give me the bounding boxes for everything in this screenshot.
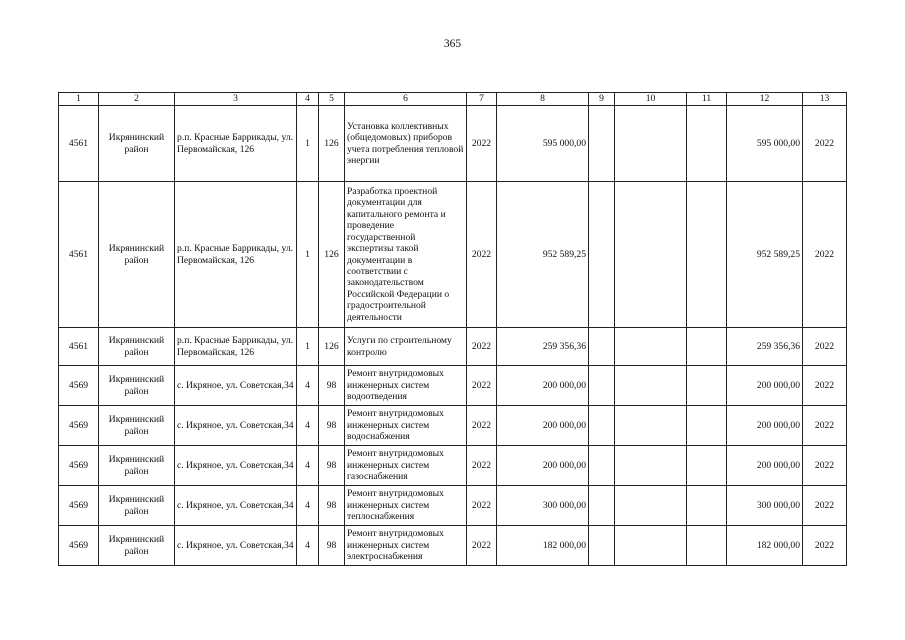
row-number: 4561 <box>59 328 99 366</box>
col-4-value: 1 <box>297 106 319 182</box>
amount: 595 000,00 <box>497 106 589 182</box>
column-header: 12 <box>727 93 803 106</box>
table-body <box>59 106 847 566</box>
amount: 200 000,00 <box>497 406 589 446</box>
completion-year: 2022 <box>803 182 847 328</box>
column-header: 10 <box>615 93 687 106</box>
table-row <box>59 446 847 486</box>
district-name: Икрянинский район <box>99 486 175 526</box>
table-row <box>59 106 847 182</box>
district-name: Икрянинский район <box>99 106 175 182</box>
amount: 300 000,00 <box>497 486 589 526</box>
work-description: Разработка проектной документации для капитального ремонта и проведение государственной экспертизы такой документации в соответствии с законодательством Российской Федерации о градостроительной деятельности <box>345 182 467 328</box>
amount-total: 300 000,00 <box>727 486 803 526</box>
amount: 200 000,00 <box>497 446 589 486</box>
col-11-value <box>687 526 727 566</box>
work-description: Ремонт внутридомовых инженерных систем водоотведения <box>345 366 467 406</box>
year: 2022 <box>467 182 497 328</box>
col-11-value <box>687 486 727 526</box>
col-5-value: 98 <box>319 406 345 446</box>
col-11-value <box>687 366 727 406</box>
col-4-value: 1 <box>297 328 319 366</box>
col-4-value: 4 <box>297 526 319 566</box>
work-description: Установка коллективных (общедомовых) приборов учета потребления тепловой энергии <box>345 106 467 182</box>
year: 2022 <box>467 446 497 486</box>
table-row <box>59 526 847 566</box>
amount: 182 000,00 <box>497 526 589 566</box>
col-11-value <box>687 106 727 182</box>
work-description: Ремонт внутридомовых инженерных систем электроснабжения <box>345 526 467 566</box>
col-9-value <box>589 486 615 526</box>
completion-year: 2022 <box>803 486 847 526</box>
table-row <box>59 328 847 366</box>
completion-year: 2022 <box>803 366 847 406</box>
amount-total: 595 000,00 <box>727 106 803 182</box>
year: 2022 <box>467 106 497 182</box>
work-description: Ремонт внутридомовых инженерных систем газоснабжения <box>345 446 467 486</box>
col-5-value: 98 <box>319 526 345 566</box>
year: 2022 <box>467 526 497 566</box>
amount-total: 200 000,00 <box>727 406 803 446</box>
col-11-value <box>687 406 727 446</box>
col-10-value <box>615 182 687 328</box>
col-9-value <box>589 366 615 406</box>
district-name: Икрянинский район <box>99 406 175 446</box>
completion-year: 2022 <box>803 328 847 366</box>
col-4-value: 4 <box>297 406 319 446</box>
col-9-value <box>589 526 615 566</box>
col-4-value: 4 <box>297 446 319 486</box>
year: 2022 <box>467 328 497 366</box>
address: с. Икряное, ул. Советская,34 <box>175 486 297 526</box>
column-header: 7 <box>467 93 497 106</box>
column-header: 1 <box>59 93 99 106</box>
row-number: 4569 <box>59 366 99 406</box>
col-10-value <box>615 526 687 566</box>
amount: 200 000,00 <box>497 366 589 406</box>
address: р.п. Красные Баррикады, ул. Первомайская, 126 <box>175 106 297 182</box>
col-4-value: 1 <box>297 182 319 328</box>
table-row <box>59 366 847 406</box>
col-11-value <box>687 328 727 366</box>
page-number: 365 <box>443 38 462 50</box>
column-header: 9 <box>589 93 615 106</box>
completion-year: 2022 <box>803 106 847 182</box>
row-number: 4569 <box>59 486 99 526</box>
col-4-value: 4 <box>297 486 319 526</box>
work-description: Ремонт внутридомовых инженерных систем теплоснабжения <box>345 486 467 526</box>
address: с. Икряное, ул. Советская,34 <box>175 446 297 486</box>
amount-total: 200 000,00 <box>727 366 803 406</box>
column-header: 5 <box>319 93 345 106</box>
col-11-value <box>687 182 727 328</box>
row-number: 4569 <box>59 526 99 566</box>
table-row <box>59 486 847 526</box>
column-header: 13 <box>803 93 847 106</box>
amount-total: 200 000,00 <box>727 446 803 486</box>
year: 2022 <box>467 486 497 526</box>
amount-total: 259 356,36 <box>727 328 803 366</box>
table-row <box>59 406 847 446</box>
address: р.п. Красные Баррикады, ул. Первомайская, 126 <box>175 182 297 328</box>
register-table <box>58 92 847 566</box>
column-header-row <box>59 93 847 106</box>
col-11-value <box>687 446 727 486</box>
col-5-value: 126 <box>319 328 345 366</box>
col-5-value: 98 <box>319 446 345 486</box>
address: с. Икряное, ул. Советская,34 <box>175 526 297 566</box>
amount: 952 589,25 <box>497 182 589 328</box>
district-name: Икрянинский район <box>99 182 175 328</box>
address: с. Икряное, ул. Советская,34 <box>175 366 297 406</box>
col-10-value <box>615 406 687 446</box>
district-name: Икрянинский район <box>99 446 175 486</box>
column-header: 4 <box>297 93 319 106</box>
column-header: 2 <box>99 93 175 106</box>
table-row <box>59 182 847 328</box>
completion-year: 2022 <box>803 446 847 486</box>
col-10-value <box>615 486 687 526</box>
column-header: 6 <box>345 93 467 106</box>
row-number: 4561 <box>59 106 99 182</box>
row-number: 4561 <box>59 182 99 328</box>
address: р.п. Красные Баррикады, ул. Первомайская, 126 <box>175 328 297 366</box>
col-10-value <box>615 446 687 486</box>
amount-total: 182 000,00 <box>727 526 803 566</box>
col-5-value: 126 <box>319 182 345 328</box>
year: 2022 <box>467 406 497 446</box>
column-header: 8 <box>497 93 589 106</box>
address: с. Икряное, ул. Советская,34 <box>175 406 297 446</box>
col-5-value: 98 <box>319 366 345 406</box>
row-number: 4569 <box>59 406 99 446</box>
col-9-value <box>589 106 615 182</box>
district-name: Икрянинский район <box>99 366 175 406</box>
col-5-value: 98 <box>319 486 345 526</box>
work-description: Услуги по строительному контролю <box>345 328 467 366</box>
year: 2022 <box>467 366 497 406</box>
col-10-value <box>615 366 687 406</box>
col-9-value <box>589 406 615 446</box>
district-name: Икрянинский район <box>99 526 175 566</box>
completion-year: 2022 <box>803 526 847 566</box>
work-description: Ремонт внутридомовых инженерных систем водоснабжения <box>345 406 467 446</box>
col-10-value <box>615 106 687 182</box>
column-header: 11 <box>687 93 727 106</box>
column-header: 3 <box>175 93 297 106</box>
col-5-value: 126 <box>319 106 345 182</box>
col-9-value <box>589 182 615 328</box>
district-name: Икрянинский район <box>99 328 175 366</box>
col-4-value: 4 <box>297 366 319 406</box>
col-10-value <box>615 328 687 366</box>
col-9-value <box>589 328 615 366</box>
completion-year: 2022 <box>803 406 847 446</box>
row-number: 4569 <box>59 446 99 486</box>
col-9-value <box>589 446 615 486</box>
amount-total: 952 589,25 <box>727 182 803 328</box>
amount: 259 356,36 <box>497 328 589 366</box>
